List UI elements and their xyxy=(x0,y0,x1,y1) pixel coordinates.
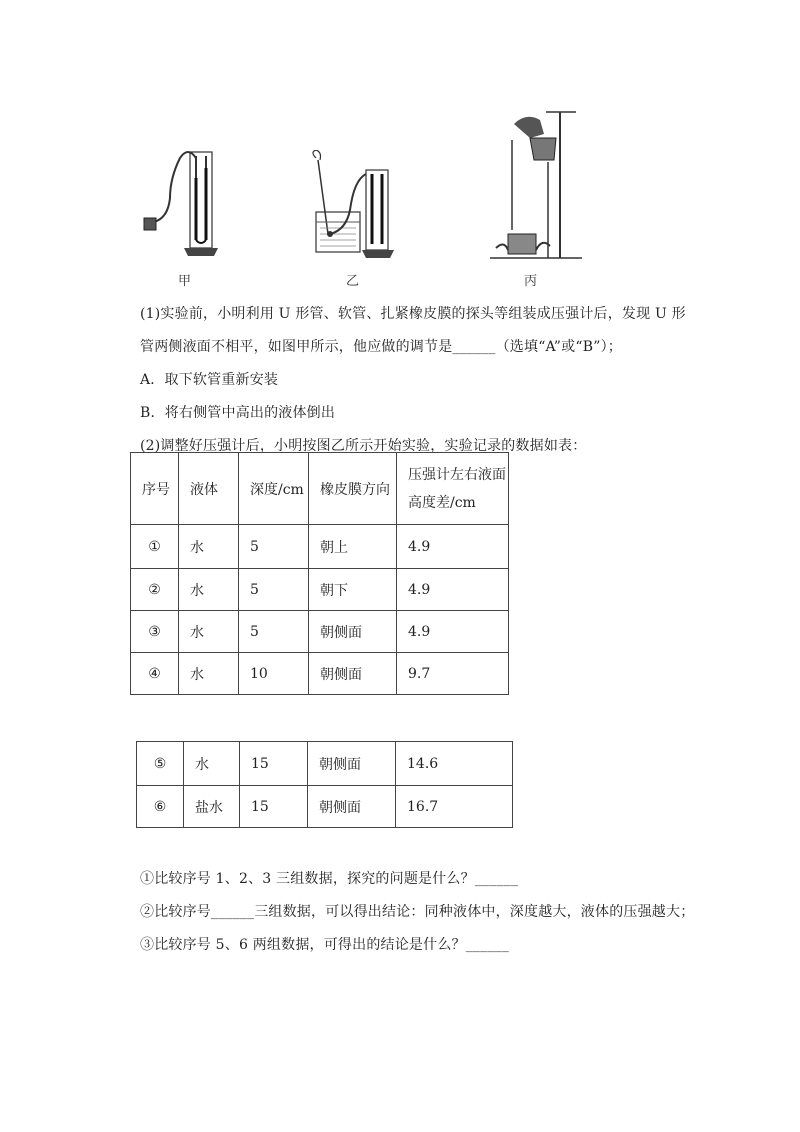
table-cell: ② xyxy=(131,569,179,611)
table-cell: 4.9 xyxy=(397,611,509,653)
figure-jia xyxy=(140,148,220,260)
question1-line1: (1)实验前，小明利用 U 形管、软管、扎紧橡皮膜的探头等组装成压强计后，发现 U 形 xyxy=(140,306,686,322)
table-cell: 朝侧面 xyxy=(309,653,397,695)
table-cell: 朝侧面 xyxy=(308,786,396,828)
table-row xyxy=(137,786,513,828)
table-cell: 朝下 xyxy=(309,569,397,611)
table-cell: 15 xyxy=(240,742,308,786)
data-table xyxy=(130,452,509,695)
table-cell: ③ xyxy=(131,611,179,653)
option-b: B．将右侧管中高出的液体倒出 xyxy=(140,405,336,421)
figure-jia-caption: 甲 xyxy=(178,274,192,289)
table-cell: 5 xyxy=(239,569,309,611)
figure-yi xyxy=(306,150,398,260)
table-header-cell: 橡皮膜方向 xyxy=(309,453,397,525)
figure-bing xyxy=(490,110,586,266)
table-cell: 15 xyxy=(240,786,308,828)
table-cell: 水 xyxy=(179,611,239,653)
pascal-barrel-drawing xyxy=(490,110,586,266)
sub-question-3: ③比较序号 5、6 两组数据，可得出的结论是什么？______ xyxy=(140,937,509,953)
table-header-row xyxy=(131,453,509,525)
table-header-cell: 液体 xyxy=(179,453,239,525)
table-cell: ① xyxy=(131,525,179,569)
table-row xyxy=(131,653,509,695)
table-header-cell: 压强计左右液面高度差/cm xyxy=(397,453,509,525)
table-row xyxy=(131,525,509,569)
table-cell: 5 xyxy=(239,525,309,569)
table-cell: 16.7 xyxy=(396,786,513,828)
figure-yi-caption: 乙 xyxy=(346,274,360,289)
sub-question-1: ①比较序号 1、2、3 三组数据，探究的问题是什么？______ xyxy=(140,871,519,887)
table-cell: ④ xyxy=(131,653,179,695)
table-row xyxy=(137,742,513,786)
table-cell: 10 xyxy=(239,653,309,695)
data-table-continued xyxy=(136,741,513,828)
table-cell: ⑥ xyxy=(137,786,184,828)
table-cell: 4.9 xyxy=(397,525,509,569)
table-row xyxy=(131,611,509,653)
table-cell: 水 xyxy=(179,569,239,611)
table-cell: 水 xyxy=(179,653,239,695)
table-cell: 水 xyxy=(184,742,240,786)
table-cell: 9.7 xyxy=(397,653,509,695)
table-cell: 4.9 xyxy=(397,569,509,611)
table-cell: 水 xyxy=(179,525,239,569)
table-cell: 5 xyxy=(239,611,309,653)
question2-intro: (2)调整好压强计后，小明按图乙所示开始实验，实验记录的数据如表： xyxy=(140,438,587,454)
table-header-cell: 深度/cm xyxy=(239,453,309,525)
table-cell: 朝侧面 xyxy=(308,742,396,786)
table-header-cell: 序号 xyxy=(131,453,179,525)
sub-question-2: ②比较序号______三组数据，可以得出结论：同种液体中，深度越大，液体的压强越大； xyxy=(140,904,695,920)
table-cell: 盐水 xyxy=(184,786,240,828)
figure-bing-caption: 丙 xyxy=(524,274,538,289)
option-a: A．取下软管重新安装 xyxy=(140,372,279,388)
table-cell: 朝上 xyxy=(309,525,397,569)
table-row xyxy=(131,569,509,611)
question1-line2: 管两侧液面不相平，如图甲所示，他应做的调节是______（选填“A”或“B”）； xyxy=(140,339,622,355)
table-cell: 14.6 xyxy=(396,742,513,786)
u-tube-manometer-drawing xyxy=(140,148,220,260)
beaker-experiment-drawing xyxy=(306,150,398,260)
table-cell: ⑤ xyxy=(137,742,184,786)
table-cell: 朝侧面 xyxy=(309,611,397,653)
